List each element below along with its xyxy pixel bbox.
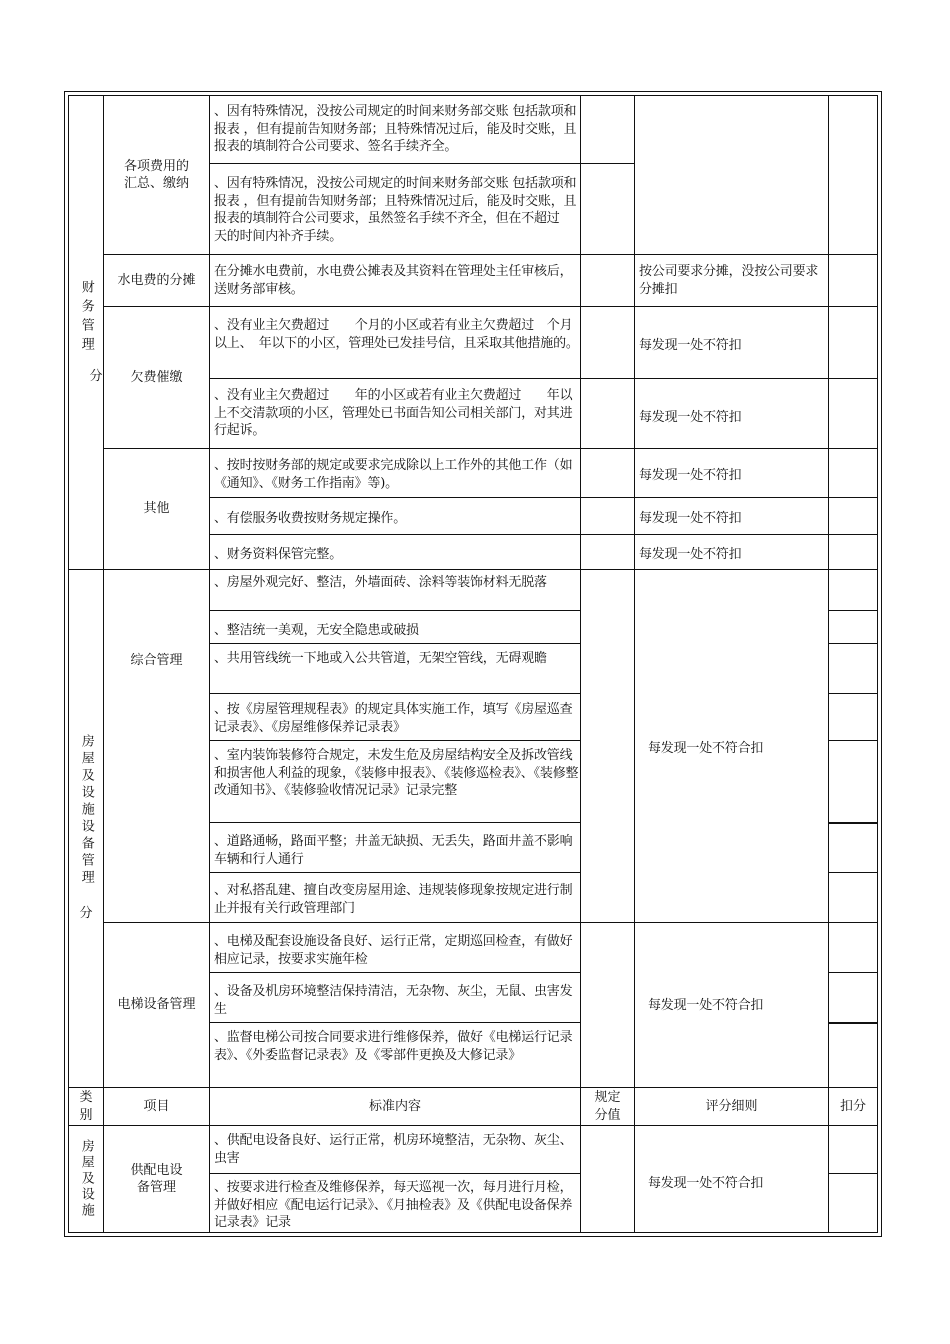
header-category: 类别 (79, 1090, 93, 1123)
standard-item: 、因有特殊情况，没按公司规定的时间来财务部交账 包括款项和报表 ，但有提前告知财务部；且特殊情况过后，能及时交账，且报表的填制符合公司要求、签名手续齐全。 (214, 104, 577, 154)
standard-item: 、供配电设备良好、运行正常，机房环境整洁，无杂物、灰尘、虫害 (214, 1133, 573, 1166)
row-divider (828, 1022, 878, 1024)
category-housing-label: 房屋及设施设备管理 (78, 734, 94, 888)
standard-item: 、电梯及配套设施设备良好、运行正常，定期巡回检查，有做好相应记录，按要求实施年检 (214, 934, 573, 967)
project-other: 其他 (143, 501, 170, 517)
row-divider (209, 378, 878, 379)
row-divider (209, 872, 580, 873)
row-divider (103, 254, 878, 255)
header-detail: 评分细则 (705, 1098, 758, 1114)
standard-item: 、有偿服务收费按财务规定操作。 (214, 511, 407, 526)
standard-item: 、没有业主欠费超过 个月的小区或若有业主欠费超过 个月以上、 年以下的小区，管理处已发挂号信，且采取其他措施的。 (214, 318, 579, 351)
score-detail: 每发现一处不符合扣 (648, 1176, 764, 1191)
score-detail: 每发现一处不符合扣 (648, 998, 764, 1013)
score-detail: 每发现一处不符扣 (639, 547, 742, 562)
project-elevator: 电梯设备管理 (117, 997, 196, 1013)
project-power: 供配电设备管理 (130, 1162, 183, 1195)
header-deduct: 扣分 (839, 1098, 866, 1114)
project-general: 综合管理 (130, 653, 183, 669)
score-detail: 按公司要求分摊，没按公司要求分摊扣 (639, 264, 819, 297)
row-divider (209, 643, 580, 644)
category-housing-continued-label: 房屋及设施 (78, 1139, 94, 1219)
row-divider (828, 1173, 878, 1174)
score-detail: 每发现一处不符扣 (639, 338, 742, 353)
category-finance-suffix: 分 (89, 368, 103, 384)
standard-item: 、对私搭乱建、擅自改变房屋用途、违规装修现象按规定进行制止并报有关行政管理部门 (214, 883, 573, 916)
standard-item: 、整洁统一美观，无安全隐患或破损 (214, 623, 419, 638)
score-detail: 每发现一处不符扣 (639, 410, 742, 425)
score-detail: 每发现一处不符合扣 (648, 741, 764, 756)
standard-item: 、按时按财务部的规定或要求完成除以上工作外的其他工作（如《通知》、《财务工作指南》等)。 (214, 458, 573, 491)
column-divider (828, 95, 829, 1233)
scoring-table (68, 95, 878, 1233)
row-divider (209, 497, 878, 498)
row-divider (209, 163, 634, 164)
standard-item: 、室内装饰装修符合规定，未发生危及房屋结构安全及拆改管线和损害他人利益的现象，《装修申报表》、《装修巡检表》、《装修整改通知书》、《装修验收情况记录》记录完整 (214, 748, 579, 798)
project-utility: 水电费的分摊 (117, 272, 196, 288)
standard-item: 、没有业主欠费超过 年的小区或若有业主欠费超过 年以上不交清款项的小区，管理处已书面告知公司相关部门，对其进行起诉。 (214, 388, 573, 438)
category-housing-continued (69, 1126, 103, 1232)
row-divider (828, 693, 878, 694)
standard-item: 在分摊水电费前，水电费公摊表及其资料在管理处主任审核后，送财务部审核。 (214, 264, 573, 297)
category-housing-suffix: 分 (79, 906, 93, 922)
row-divider (209, 1022, 580, 1023)
row-divider (209, 610, 580, 611)
category-housing (69, 570, 103, 1087)
standard-item: 、因有特殊情况，没按公司规定的时间来财务部交账 包括款项和报表 ，但有提前告知财务部；且特殊情况过后，能及时交账，且报表的填制符合公司要求，虽然签名手续不齐全，但在不超过 天的时间内补齐手续。 (214, 176, 577, 244)
row-divider (209, 534, 878, 535)
standard-item: 、监督电梯公司按合同要求进行维修保养，做好《电梯运行记录表》、《外委监督记录表》及《零部件更换及大修记录》 (214, 1030, 573, 1063)
column-divider (580, 95, 581, 1233)
row-divider (209, 972, 580, 973)
header-standard: 标准内容 (368, 1098, 421, 1114)
standard-item: 、道路通畅，路面平整；井盖无缺损、无丢失，路面井盖不影响车辆和行人通行 (214, 834, 573, 867)
row-divider (209, 693, 580, 694)
row-divider (828, 740, 878, 741)
row-divider (828, 643, 878, 644)
category-finance-label: 财务管理 (78, 279, 94, 356)
standard-item: 、财务资料保管完整。 (214, 547, 343, 562)
row-divider (103, 448, 878, 449)
row-divider (103, 306, 878, 307)
header-project: 项目 (143, 1098, 170, 1114)
row-divider (103, 922, 878, 923)
standard-item: 、设备及机房环境整洁保持清洁，无杂物、灰尘，无鼠、虫害发生 (214, 984, 573, 1017)
table-border (68, 1232, 878, 1233)
standard-item: 、按《房屋管理规程表》的规定具体实施工作，填写《房屋巡查记录表》、《房屋维修保养记录表》 (214, 702, 573, 735)
project-fee-collection: 各项费用的汇总、缴纳 (123, 158, 189, 191)
row-divider (209, 822, 580, 823)
project-arrears: 欠费催缴 (130, 369, 183, 385)
score-detail: 每发现一处不符扣 (639, 468, 742, 483)
category-finance (69, 96, 103, 569)
row-divider (209, 1173, 580, 1174)
row-divider (209, 740, 580, 741)
score-detail: 每发现一处不符扣 (639, 511, 742, 526)
row-divider (828, 872, 878, 873)
table-border (877, 95, 878, 1233)
standard-item: 、房屋外观完好、整洁，外墙面砖、涂料等装饰材料无脱落 (214, 575, 547, 590)
row-divider (828, 972, 878, 973)
row-divider (828, 610, 878, 611)
header-score: 规定分值 (594, 1090, 621, 1123)
standard-item: 、按要求进行检查及维修保养，每天巡视一次，每月进行月检，并做好相应《配电运行记录》、《月抽检表》及《供配电设备保养记录表》记录 (214, 1180, 573, 1230)
standard-item: 、共用管线统一下地或入公共管道，无架空管线，无碍观瞻 (214, 651, 547, 666)
row-divider (828, 822, 878, 824)
